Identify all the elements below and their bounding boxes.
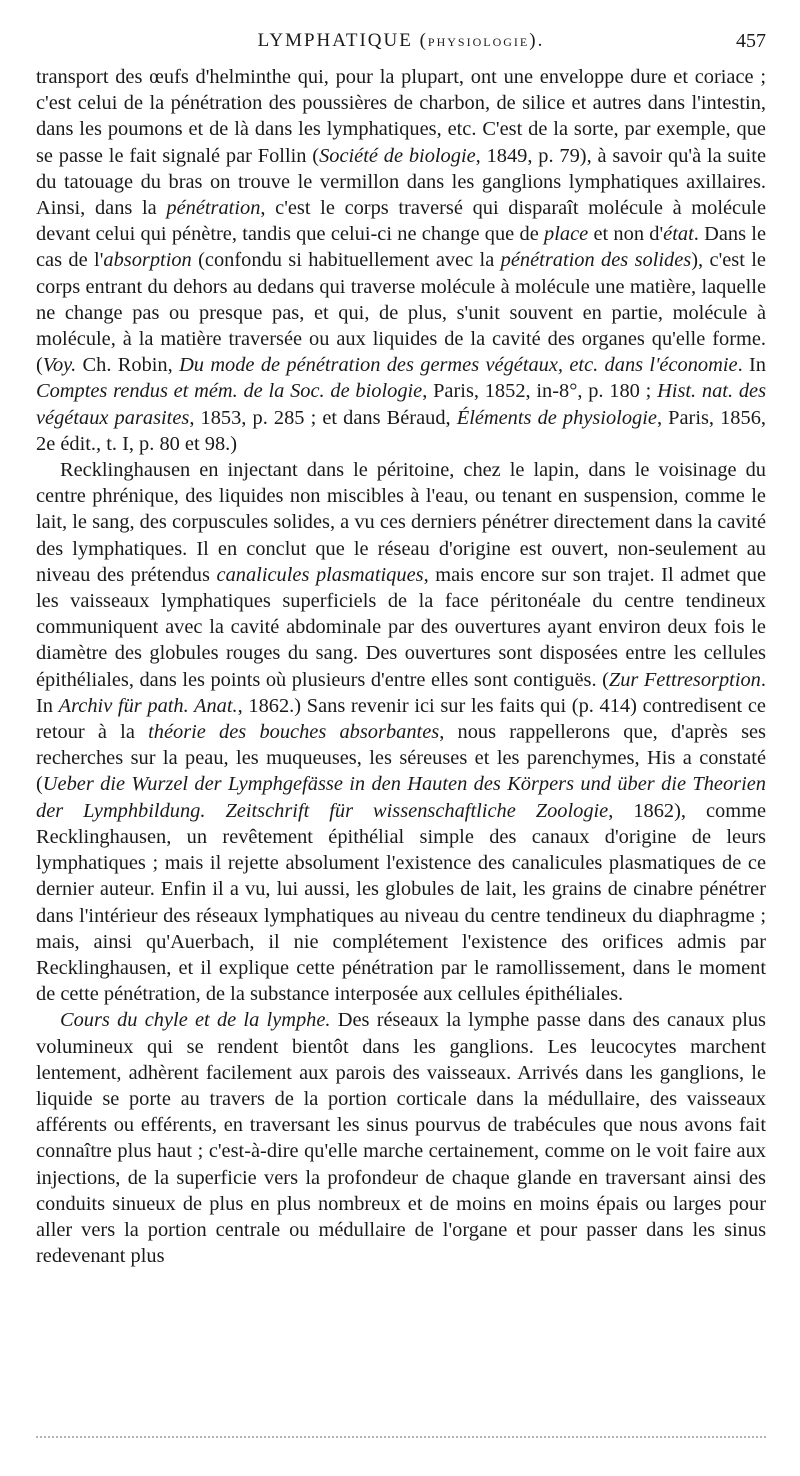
text-run: Ch. Robin, xyxy=(76,354,180,377)
paragraph xyxy=(36,457,766,1007)
italic-text: Du mode de pénétration des germes végétaux, etc. dans l'économie xyxy=(179,354,738,377)
paragraph xyxy=(36,64,766,457)
italic-text: absorption xyxy=(103,249,192,272)
running-title-subtitle: PHYSIOLOGIE xyxy=(427,35,530,49)
text-run: , 1849, p. 79), à savoir qu'à la suite du tatouage du bras on trouve le vermillon dans les ganglions lymphatiques axillaires. Ainsi, dans la xyxy=(36,144,766,220)
paragraph xyxy=(36,1007,766,1269)
body-text xyxy=(36,64,766,1269)
italic-text: Éléments de physiologie xyxy=(456,406,657,429)
italic-text: place xyxy=(544,223,589,246)
italic-text: Cours du chyle et de la lymphe. xyxy=(60,1009,331,1032)
text-run: (confondu si habituellement avec la xyxy=(191,249,501,272)
italic-text: pénétration xyxy=(166,197,261,220)
text-run: . Dans le cas de l' xyxy=(36,223,767,272)
italic-text: état xyxy=(663,223,694,246)
italic-text: pénétration des solides xyxy=(500,249,692,272)
text-run: , 1862.) Sans revenir ici sur les faits qui (p. 414) contredisent ce retour à la xyxy=(36,694,766,744)
text-run: Des réseaux la lymphe passe dans des canaux plus volumineux qui se rendent bientôt dans les ganglions. Les leucocytes marchent lentement, adhèrent facilement aux parois des vaisseaux. Arrivés dans les ganglions, le liquide se porte au travers de la portion corticale dans la médullaire, des vaisseaux afférents ou efférents, en traversant les sinus pourvus de trabécules que nous avons fait connaître plus haut ; c'est-à-dire qu'elle marche certainement, comme on le voit faire aux injections, de la superficie vers la profondeur de chaque glande en traversant ainsi des conduits sinueux de plus en plus nombreux et de moins en moins épais ou larges pour aller vers la portion centrale ou médullaire de l'organe et pour passer dans les sinus redevenant plus xyxy=(36,1009,766,1268)
italic-text: canalicules plasmatiques xyxy=(216,563,424,586)
italic-text: Archiv für path. Anat. xyxy=(58,694,238,717)
text-run: , nous rappellerons que, d'après ses recherches sur la peau, les muqueuses, les séreuses et les parenchymes, His a constaté ( xyxy=(36,721,766,796)
italic-text: Ueber die Wurzel der Lymphgefässe in den Hauten des Körpers und über die Theorien der Lymphbildung. Zeitschrift für wissenschaftliche Zoologie xyxy=(36,773,766,822)
text-run: , c'est le corps traversé qui disparaît molécule à molécule devant celui qui pénètre, tandis que celui-ci ne change que de xyxy=(36,197,767,246)
page-number: 457 xyxy=(736,30,766,52)
page-header xyxy=(36,30,766,60)
running-title xyxy=(36,30,766,52)
text-run: Recklinghausen en injectant dans le péritoine, chez le lapin, dans le voisinage du centre phrénique, des liquides non miscibles à l'eau, ou tenant en suspension, comme le lait, le sang, des corpuscules solides, a vu ces derniers pénétrer directement dans la cavité des lymphatiques. Il en conclut que le réseau d'origine est ouvert, non-seulement au niveau des prétendus xyxy=(36,459,766,586)
running-title-close: ). xyxy=(529,30,545,51)
italic-text: Voy. xyxy=(42,354,77,377)
running-title-main: LYMPHATIQUE ( xyxy=(257,30,428,51)
italic-text: Hist. nat. des végétaux parasites xyxy=(36,380,767,429)
italic-text: Société de biologie xyxy=(319,144,476,167)
text-run: , 1862), comme Recklinghausen, un revêtement épithélial simple des canaux d'origine de leurs lymphatiques ; mais il rejette absolument l'existence des canalicules plasmatiques de ce dernier auteur. Enfin il a vu, lui aussi, les globules de lait, les grains de cinabre pénétrer dans l'intérieur des réseaux lymphatiques au niveau du centre tendineux du diaphragme ; mais, ainsi qu'Auerbach, il nie complétement l'existence des orifices admis par Recklinghausen, et il explique cette pénétration par le ramollissement, dans le moment de cette pénétration, de la substance interposée aux cellules épithéliales. xyxy=(36,799,766,1006)
italic-text: Zur Fettresorption xyxy=(608,668,761,691)
text-run: ), c'est le corps entrant du dehors au dedans qui traverse molécule à molécule une matière, laquelle ne change pas ou presque pas, et qui, de plus, s'unit souvent en partie, molécule à molécule, à la matière traversée ou aux liquides de la cavité des organes qu'elle forme. ( xyxy=(36,249,766,377)
text-run: , Paris, 1856, 2e édit., t. I, p. 80 et 98.) xyxy=(36,406,766,455)
text-run: , mais encore sur son trajet. Il admet que les vaisseaux lymphatiques superficiels de la face péritonéale du centre tendineux communiquent avec la cavité abdominale par des ouvertures ayant environ deux fois le diamètre des globules rouges du sang. Des ouvertures sont disposées entre les cellules épithéliales, dans les points où plusieurs d'entre elles sont contiguës. ( xyxy=(36,563,766,691)
text-run: , Paris, 1852, in-8°, p. 180 ; xyxy=(422,380,658,403)
text-run: , 1853, p. 285 ; et dans Béraud, xyxy=(189,406,457,429)
text-run: et non d' xyxy=(588,223,664,246)
bottom-dotted-rule xyxy=(36,1436,766,1438)
text-run: . In xyxy=(737,354,766,377)
text-run: transport des œufs d'helminthe qui, pour la plupart, ont une enveloppe dure et coriace ; c'est celui de la pénétration des poussières de charbon, de silice et autres dans l'intestin, dans les poumons et de là dans les lymphatiques, etc. C'est de la sorte, par exemple, que se passe le fait signalé par Follin ( xyxy=(36,66,766,167)
italic-text: Comptes rendus et mém. de la Soc. de biologie xyxy=(36,380,423,403)
italic-text: théorie des bouches absorbantes xyxy=(148,721,440,744)
text-run: . In xyxy=(36,668,766,717)
